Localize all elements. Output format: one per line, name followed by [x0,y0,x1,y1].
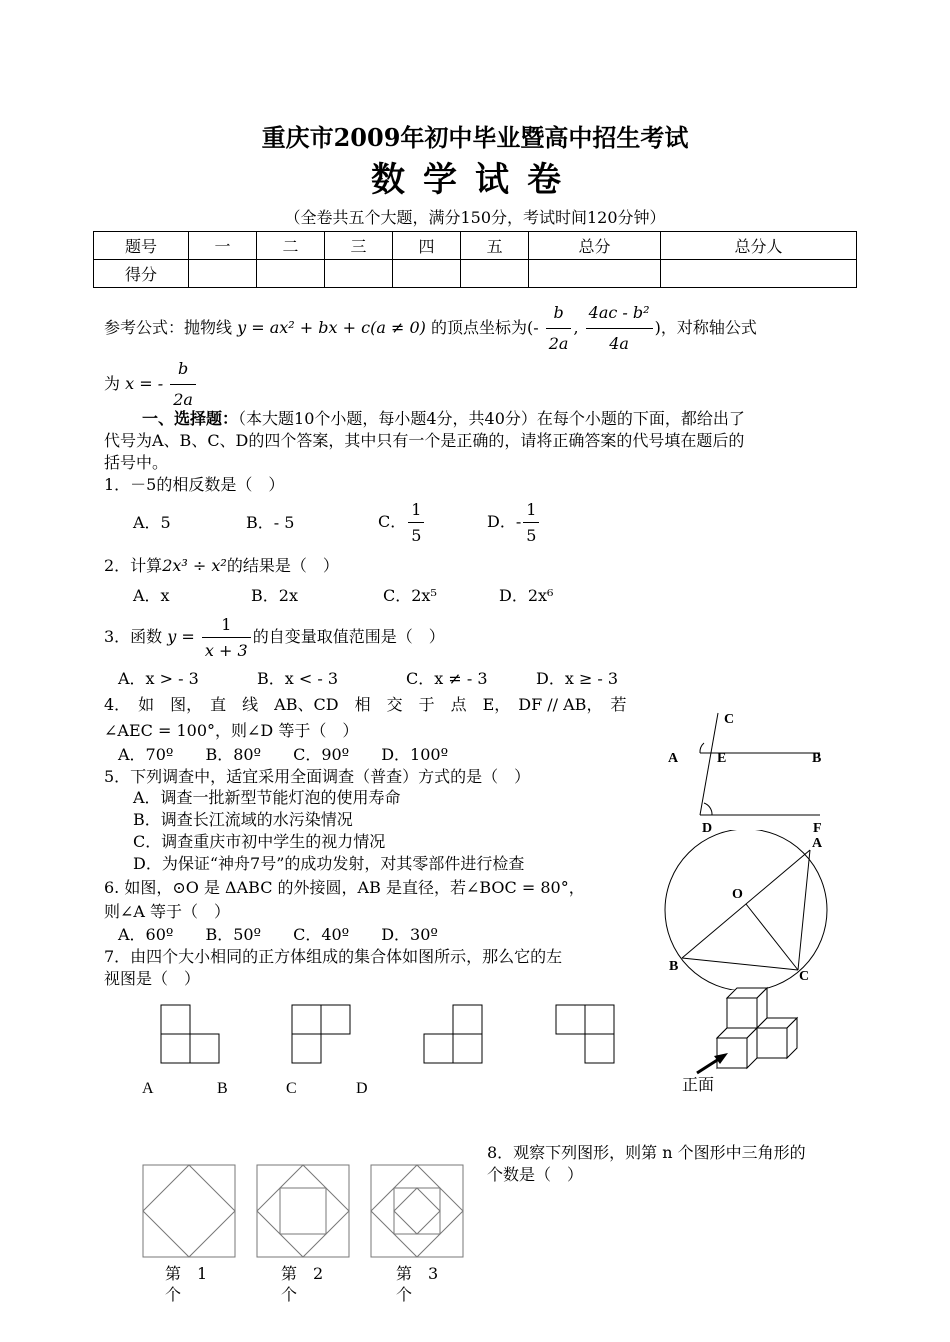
q3-option-a[interactable]: A．x > - 3 [118,669,199,688]
score-input-cell[interactable] [325,260,393,288]
line-cd [700,713,718,815]
score-input-cell[interactable] [393,260,461,288]
label-o: O [732,887,743,902]
q7-option-c-view[interactable] [424,1005,482,1063]
circumcircle [665,830,827,990]
section1-intro-line3: 括号中。 [104,453,169,472]
q2-stem-a: 2．计算 [104,556,163,575]
cube-right-front [757,1028,787,1058]
cube-top-front [727,998,757,1028]
q3-stem-a: 3．函数 [104,627,163,646]
q5-option-c[interactable]: C．调查重庆市初中学生的视力情况 [133,832,386,851]
label-b: B [669,959,679,974]
score-input-cell[interactable] [257,260,325,288]
q8-figure-3 [371,1165,463,1257]
q2-option-c[interactable]: C．2x⁵ [383,586,437,605]
q3-option-c[interactable]: C．x ≠ - 3 [406,669,488,688]
q6-stem-line2: 则∠A 等于（ ） [104,902,231,921]
label-c: C [799,969,810,984]
q8-figure-3-label-bottom: 个 [396,1285,413,1304]
q2-option-b[interactable]: B．2x [251,586,298,605]
q2-option-a[interactable]: A．x [133,586,170,605]
q7-option-b-label: B [217,1080,228,1097]
q4-stem-line1: 4． 如 图， 直 线 AB、CD 相 交 于 点 E， DF // AB， 若 [104,695,627,714]
score-input-cell[interactable] [189,260,257,288]
score-input-cell[interactable] [661,260,857,288]
q3-fraction: $\frac{1}{x + 3}$ [202,612,251,663]
label-d: D [702,821,713,835]
score-cell: 三 [325,232,393,260]
q4-stem-line2: ∠AEC = 100°，则∠D 等于（ ） [104,721,359,740]
q8-stem-line2: 个数是（ ） [487,1165,584,1184]
q1-option-d[interactable] [487,497,541,548]
score-cell: 总分 [529,232,661,260]
axis-prefix: 为 [104,374,121,393]
q7-stem-line2: 视图是（ ） [104,969,201,988]
label-a: A [812,836,823,851]
q7-stem-line1: 7．由四个大小相同的正方体组成的集合体如图所示，那么它的左 [104,947,563,966]
exam-subtitle: 数学试卷 [371,160,579,200]
q6-options[interactable]: A．60º B．50º C．40º D．30º [118,925,438,944]
axis-formula [104,354,198,415]
reference-formula [104,298,757,359]
cube-front-face [717,1038,747,1068]
q5-option-b[interactable]: B．调查长江流域的水污染情况 [133,810,353,829]
q2-stem-b: 的结果是（ ） [226,556,339,575]
formula-suffix: ，对称轴公式 [660,318,757,337]
label-a: A [668,751,679,766]
formula-vertex-open: (- [526,318,539,337]
axis-fraction: $\frac{b}{2a}$ [170,354,196,415]
formula-prefix: 参考公式：抛物线 [104,318,233,337]
score-table-header-row [94,232,857,260]
section1-intro-line1 [142,408,745,430]
formula-fraction-2: $\frac{\text{4ac - b²}}{4a}$ [586,298,653,359]
q7-options-figure [130,1000,650,1100]
q1-option-b[interactable]: B．- 5 [246,513,295,532]
q4-figure [660,705,830,835]
formula-equation: y = ax² + bx + c(a ≠ 0) [237,318,426,337]
angle-arc-e [700,743,704,753]
score-table [93,231,857,288]
exam-title: 重庆市2009年初中毕业暨高中招生考试 [261,123,689,152]
q8-figure-3-label-top: 第 3 [396,1264,439,1283]
q2-expression: 2x³ ÷ x² [162,556,227,575]
formula-vertex-close: ) [654,318,661,337]
q6-figure [660,830,840,990]
q8-figure-2-label-top: 第 2 [281,1264,324,1283]
score-input-cell[interactable] [461,260,529,288]
q1-option-c-fraction: $\frac{1}{5}$ [408,497,424,548]
score-cell: 总分人 [661,232,857,260]
label-b: B [812,751,822,766]
q5-stem: 5．下列调查中，适宜采用全面调查（普查）方式的是（ ） [104,767,531,786]
q7-front-label: 正面 [682,1075,715,1094]
q8-figure-2-label-bottom: 个 [281,1285,298,1304]
side-bc [682,958,798,970]
q3-equation: y = [167,627,195,646]
q7-option-a-label: A [142,1080,154,1097]
q1-option-d-fraction: $\frac{1}{5}$ [523,497,539,548]
section1-intro-line2: 代号为A、B、C、D的四个答案，其中只有一个是正确的，请将正确答案的代号填在题后的 [104,431,745,450]
exam-note: （全卷共五个大题，满分150分，考试时间120分钟） [284,208,666,227]
formula-comma: , [573,318,579,337]
score-cell: 得分 [94,260,189,288]
q1-option-d-label: D．- [487,512,522,531]
q3-option-d[interactable]: D．x ≥ - 3 [536,669,619,688]
q8-stem-line1: 8．观察下列图形，则第 n 个图形中三角形的 [487,1143,806,1162]
q7-option-a-view[interactable] [161,1005,219,1063]
q8-figure-1-label-top: 第 1 [165,1264,208,1283]
formula-fraction-1: $\frac{b}{2a}$ [546,298,572,359]
q4-options[interactable]: A．70º B．80º C．90º D．100º [118,745,449,764]
section1-heading: 一、选择题： [142,409,239,428]
q1-option-a[interactable]: A．5 [133,513,171,532]
q1-option-c[interactable] [378,497,426,548]
q8-figure-1-label-bottom: 个 [165,1285,182,1304]
q7-option-b-view[interactable] [292,1005,350,1063]
label-f: F [813,821,822,835]
score-input-cell[interactable] [529,260,661,288]
section1-intro-text: （本大题10个小题，每小题4分，共40分）在每个小题的下面，都给出了 [238,409,745,428]
q5-option-d[interactable]: D．为保证“神舟7号”的成功发射，对其零部件进行检查 [133,854,525,873]
q3-stem-b: 的自变量取值范围是（ ） [252,627,445,646]
q1-option-c-label: C． [378,512,407,531]
side-ac [798,850,810,970]
q8-pattern-figures [140,1162,480,1262]
q2-option-d[interactable]: D．2x⁶ [499,586,554,605]
q7-option-d-label: D [356,1080,368,1097]
angle-arc-d [704,803,712,815]
q8-figure-1 [143,1165,235,1257]
score-cell: 五 [461,232,529,260]
label-e: E [717,751,727,766]
score-cell: 题号 [94,232,189,260]
axis-equation: x = - [125,374,164,393]
label-c: C [724,712,735,727]
q3-stem [104,612,445,663]
score-table-score-row [94,260,857,288]
q6-stem-line1: 6. 如图，⊙O 是 ΔABC 的外接圆，AB 是直径，若∠BOC = 80°， [104,878,585,897]
q3-option-b[interactable]: B．x < - 3 [257,669,339,688]
q8-figure-2 [257,1165,349,1257]
q5-option-a[interactable]: A．调查一批新型节能灯泡的使用寿命 [133,788,401,807]
q7-option-c-label: C [286,1080,297,1097]
q7-option-d-view[interactable] [556,1005,614,1063]
score-cell: 二 [257,232,325,260]
score-cell: 四 [393,232,461,260]
formula-mid: 的顶点坐标为 [430,318,527,337]
score-cell: 一 [189,232,257,260]
segment-oc [746,904,798,970]
q1-stem: 1．－5的相反数是（ ） [104,475,285,494]
q2-stem [104,555,339,577]
